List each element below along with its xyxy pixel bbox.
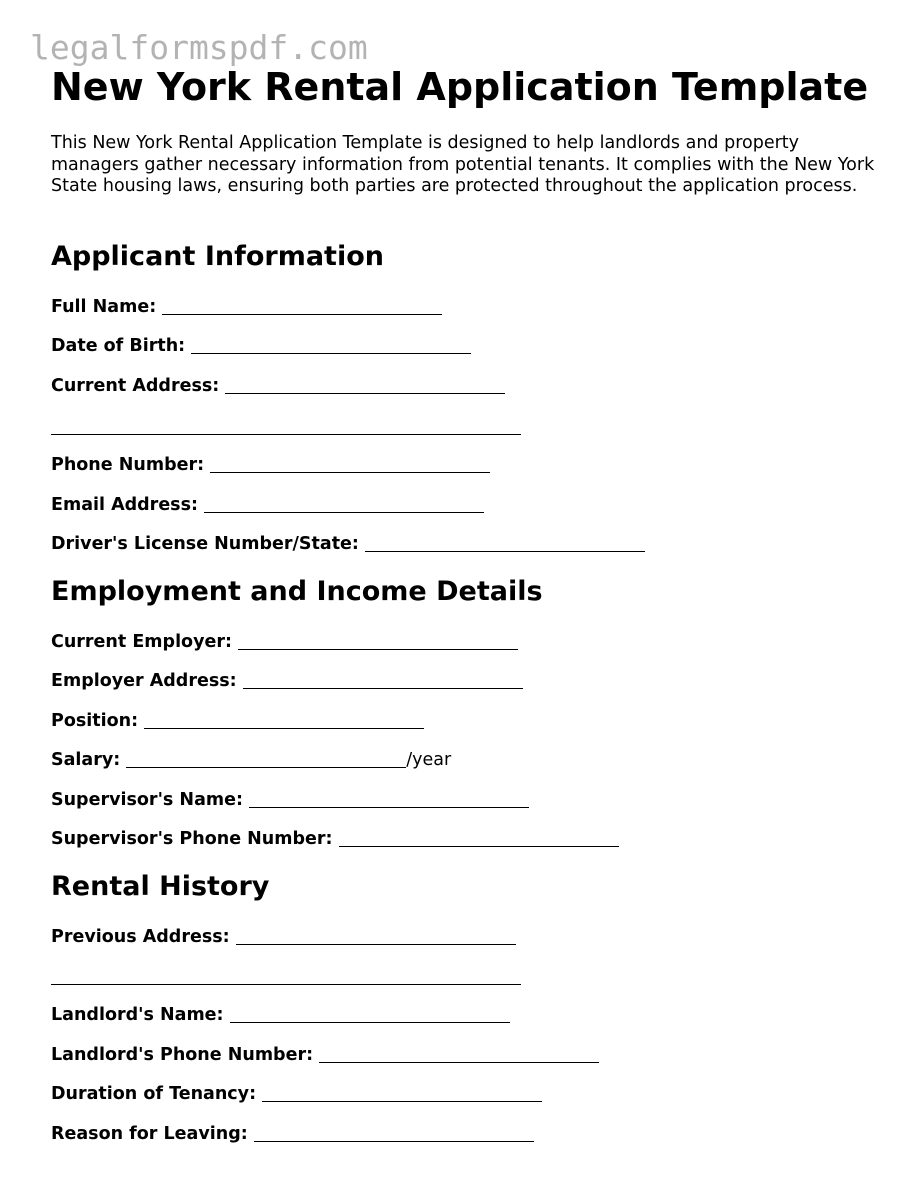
field-supervisor-name	[51, 789, 529, 811]
supervisor-phone-input[interactable]	[339, 832, 619, 847]
previous-address-input[interactable]	[236, 930, 516, 945]
dob-label: Date of Birth:	[51, 336, 186, 356]
field-current-employer	[51, 631, 518, 653]
field-supervisor-phone	[51, 828, 619, 850]
field-position	[51, 710, 424, 732]
employer-address-label: Employer Address:	[51, 671, 237, 691]
employer-label: Current Employer:	[51, 632, 232, 652]
field-duration-of-tenancy	[51, 1083, 542, 1105]
field-full-name	[51, 296, 442, 318]
email-label: Email Address:	[51, 495, 199, 515]
full-name-label: Full Name:	[51, 297, 157, 317]
license-input[interactable]	[365, 537, 645, 552]
field-email-address	[51, 494, 484, 516]
field-employer-address	[51, 670, 523, 692]
supervisor-phone-label: Supervisor's Phone Number:	[51, 829, 333, 849]
field-salary	[51, 749, 451, 771]
landlord-phone-input[interactable]	[319, 1048, 599, 1063]
duration-input[interactable]	[262, 1087, 542, 1102]
field-phone-number	[51, 454, 490, 476]
position-label: Position:	[51, 711, 139, 731]
salary-input[interactable]	[126, 753, 406, 768]
landlord-name-label: Landlord's Name:	[51, 1005, 224, 1025]
field-reason-for-leaving	[51, 1123, 534, 1145]
full-name-input[interactable]	[162, 300, 442, 315]
field-date-of-birth	[51, 335, 471, 357]
supervisor-name-label: Supervisor's Name:	[51, 790, 243, 810]
dob-input[interactable]	[191, 339, 471, 354]
license-label: Driver's License Number/State:	[51, 534, 359, 554]
salary-label: Salary:	[51, 750, 121, 770]
previous-address-line-2[interactable]	[51, 984, 521, 985]
field-drivers-license	[51, 533, 645, 555]
current-address-label: Current Address:	[51, 376, 220, 396]
phone-input[interactable]	[210, 458, 490, 473]
page-title: New York Rental Application Template	[51, 65, 869, 109]
section-heading-rental-history: Rental History	[51, 871, 270, 902]
section-heading-applicant: Applicant Information	[51, 241, 384, 272]
reason-input[interactable]	[254, 1127, 534, 1142]
landlord-phone-label: Landlord's Phone Number:	[51, 1045, 314, 1065]
field-previous-address	[51, 926, 516, 948]
employer-address-input[interactable]	[243, 674, 523, 689]
employer-input[interactable]	[238, 635, 518, 650]
landlord-name-input[interactable]	[230, 1008, 510, 1023]
reason-label: Reason for Leaving:	[51, 1124, 248, 1144]
field-current-address	[51, 375, 505, 397]
field-landlord-phone	[51, 1044, 599, 1066]
intro-paragraph: This New York Rental Application Template is designed to help landlords and property managers gather necessary information from potential tenants. It complies with the New York State housing laws, ensuring both parties are protected throughout the application process.	[51, 133, 875, 196]
field-landlord-name	[51, 1004, 510, 1026]
current-address-input[interactable]	[225, 379, 505, 394]
previous-address-label: Previous Address:	[51, 927, 230, 947]
email-input[interactable]	[204, 498, 484, 513]
phone-label: Phone Number:	[51, 455, 205, 475]
current-address-line-2[interactable]	[51, 434, 521, 435]
position-input[interactable]	[144, 714, 424, 729]
salary-suffix: /year	[406, 750, 452, 770]
supervisor-name-input[interactable]	[249, 793, 529, 808]
duration-label: Duration of Tenancy:	[51, 1084, 257, 1104]
section-heading-employment: Employment and Income Details	[51, 576, 543, 607]
watermark: legalformspdf.com	[30, 28, 368, 67]
